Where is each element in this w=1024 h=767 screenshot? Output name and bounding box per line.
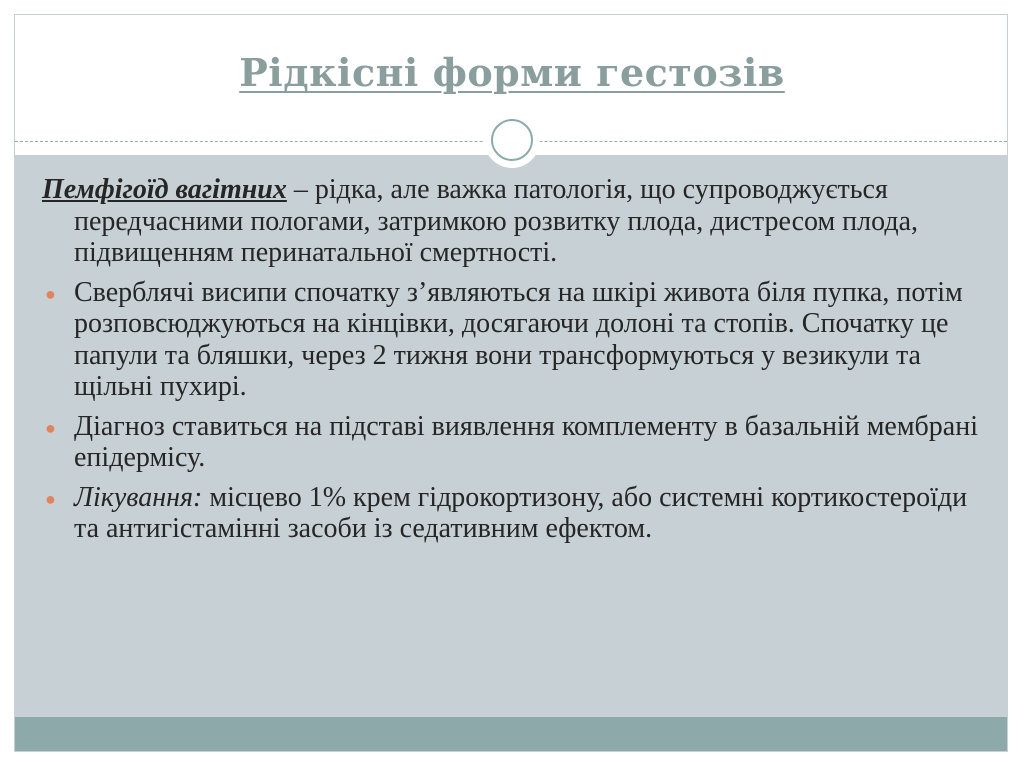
bullet-item-rash <box>42 277 982 403</box>
circle-ring-icon <box>491 119 533 161</box>
bullet-item-treatment <box>42 482 982 545</box>
slide-title: Рідкісні форми гестозів <box>239 50 785 95</box>
intro-paragraph <box>42 174 982 269</box>
intro-text: – рідка, але важка патологія, що супроводжується передчасними пологами, затримкою розвитку плода, дистресом плода, підвищенням перинатальної смертності. <box>74 174 919 268</box>
bullet-dot-icon: ● <box>45 488 56 509</box>
bullet-dot-icon: ● <box>45 283 56 304</box>
bullet-lead: Лікування: <box>74 481 203 513</box>
circle-ornament-icon <box>484 112 540 168</box>
bullet-text: Діагноз ставиться на підставі виявлення комплементу в базальній мембрані епідермісу. <box>74 410 978 473</box>
bullet-dot-icon: ● <box>45 417 56 438</box>
slide-body <box>42 174 982 553</box>
intro-term: Пемфігоїд вагітних <box>42 174 287 205</box>
bullet-text: Сверблячі висипи спочатку з’являються на шкірі живота біля пупка, потім розповсюджуються на кінцівки, досягаючи долоні та стопів. Спочатку це папули та бляшки, через 2 тижня вони трансформуються у везикули та щільні пухирі. <box>74 276 963 402</box>
footer-bar <box>15 717 1007 751</box>
bullet-text: місцево 1% крем гідрокортизону, або системні кортикостероїди та антигістамінні засоби із седативним ефектом. <box>74 481 968 544</box>
bullet-item-diagnosis <box>42 411 982 474</box>
